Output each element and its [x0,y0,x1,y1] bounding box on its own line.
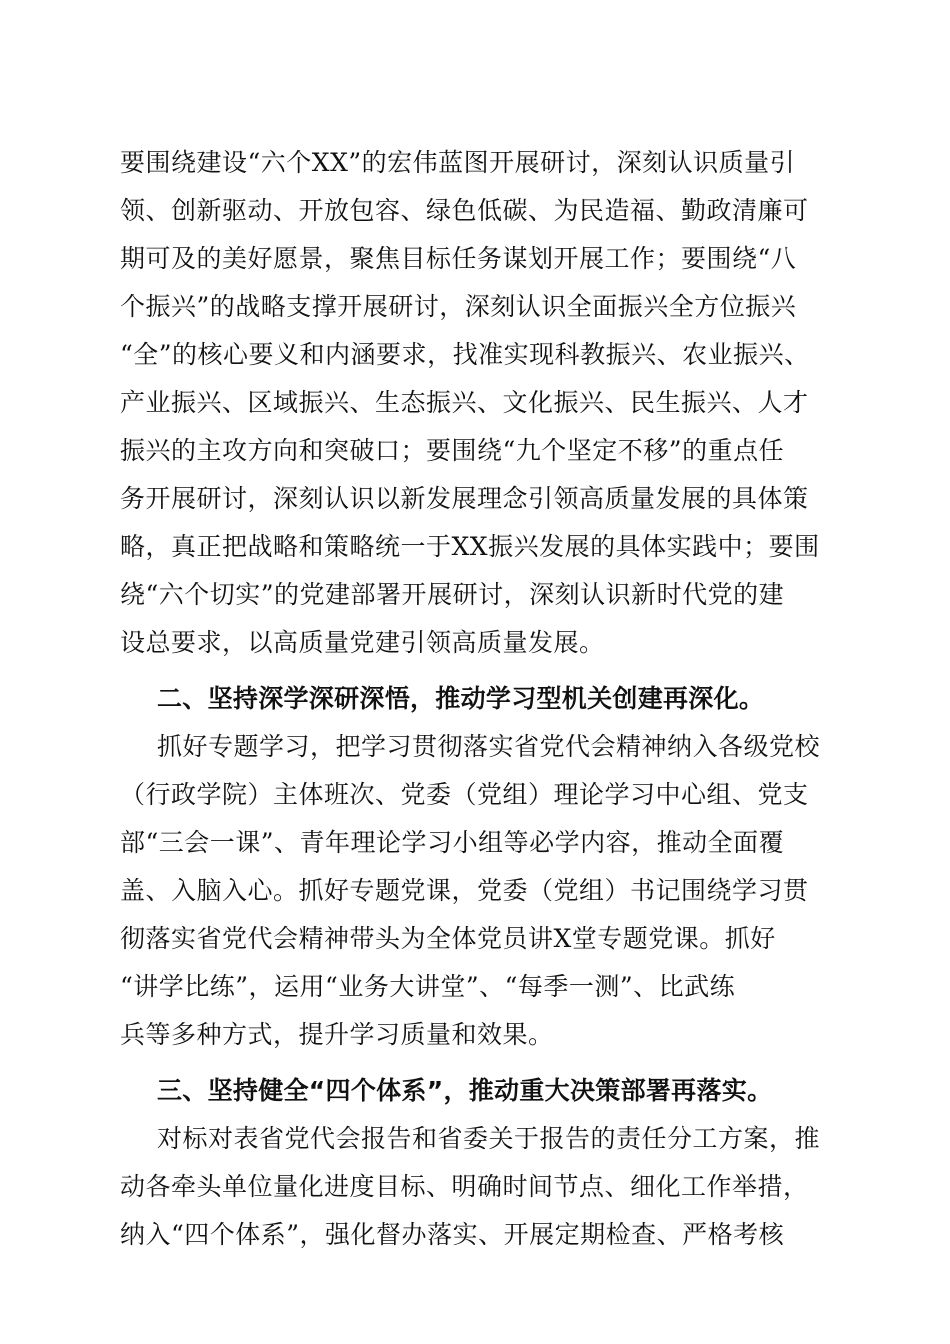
section-heading-3: 三、坚持健全“四个体系”，推动重大决策部署再落实。 [157,1076,773,1105]
text-line: “讲学比练”，运用“业务大讲堂”、“每季一测”、比武练 [120,972,736,1001]
text-line: 产业振兴、区域振兴、生态振兴、文化振兴、民生振兴、人才 [120,388,809,417]
text-line: 个振兴”的战略支撑开展研讨，深刻认识全面振兴全方位振兴 [120,292,797,321]
text-line: 盖、入脑入心。抓好专题党课，党委（党组）书记围绕学习贯 [120,876,809,905]
text-line: 领、创新驱动、开放包容、绿色低碳、为民造福、勤政清廉可 [120,196,809,225]
text-line: 要围绕建设“六个XX”的宏伟蓝图开展研讨，深刻认识质量引 [120,148,796,177]
text-line: 彻落实省党代会精神带头为全体党员讲X堂专题党课。抓好 [120,924,776,953]
text-line: 绕“六个切实”的党建部署开展研讨，深刻认识新时代党的建 [120,580,785,609]
text-line: “全”的核心要义和内涵要求，找准实现科教振兴、农业振兴、 [120,340,810,369]
text-line: 动各牵头单位量化进度目标、明确时间节点、细化工作举措， [120,1172,809,1201]
text-line: 期可及的美好愿景，聚焦目标任务谋划开展工作；要围绕“八 [120,244,797,273]
text-line: 振兴的主攻方向和突破口；要围绕“九个坚定不移”的重点任 [120,436,785,465]
text-line: 纳入“四个体系”，强化督办落实、开展定期检查、严格考核 [120,1220,785,1249]
section-heading-2: 二、坚持深学深研深悟，推动学习型机关创建再深化。 [157,684,765,713]
paragraph-first-line: 对标对表省党代会报告和省委关于报告的责任分工方案，推 [157,1124,821,1153]
document-body [120,139,840,1259]
paragraph-first-line: 抓好专题学习，把学习贯彻落实省党代会精神纳入各级党校 [157,732,821,761]
text-line: 兵等多种方式，提升学习质量和效果。 [120,1020,554,1049]
text-line: （行政学院）主体班次、党委（党组）理论学习中心组、党支 [120,780,809,809]
text-line: 部“三会一课”、青年理论学习小组等必学内容，推动全面覆 [120,828,785,857]
text-line: 设总要求，以高质量党建引领高质量发展。 [120,628,605,657]
text-line: 务开展研讨，深刻认识以新发展理念引领高质量发展的具体策 [120,484,809,513]
text-line: 略，真正把战略和策略统一于XX振兴发展的具体实践中；要围 [120,532,820,561]
